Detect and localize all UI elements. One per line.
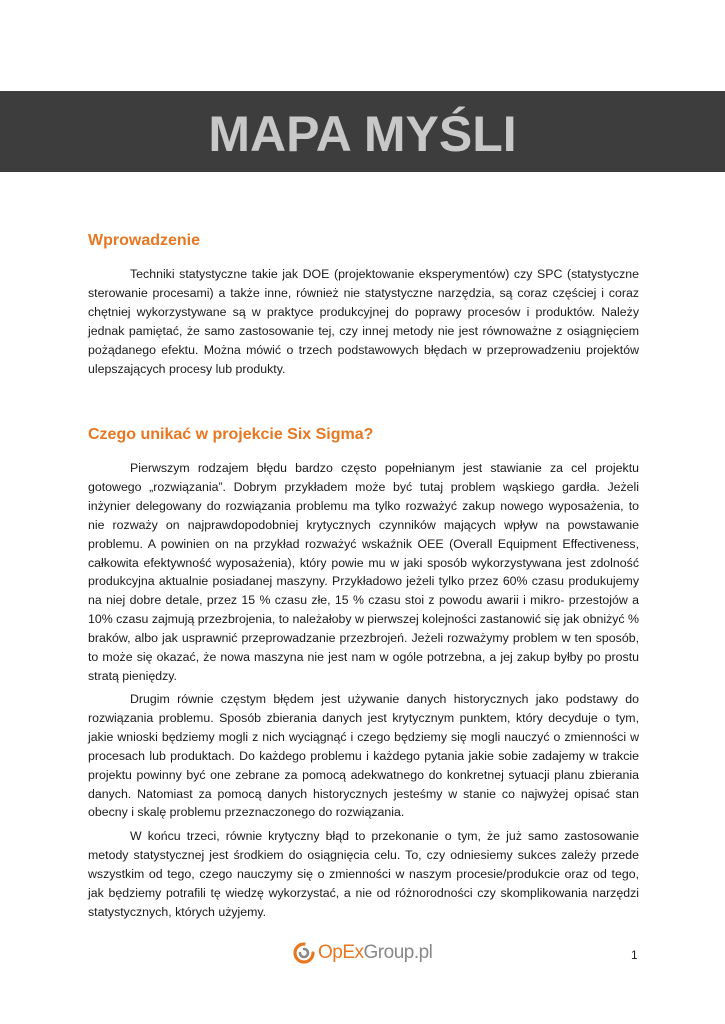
title-banner [0, 91, 725, 172]
logo-domain: Group.pl [363, 942, 433, 963]
logo-swirl-icon [292, 941, 316, 965]
logo-brand: OpEx [318, 942, 364, 963]
section-heading-intro: Wprowadzenie [88, 232, 201, 249]
section-heading-six-sigma: Czego unikać w projekcie Six Sigma? [88, 426, 374, 443]
paragraph-intro: Techniki statystyczne takie jak DOE (projektowanie eksperymentów) czy SPC (statystyczne sterowanie procesami) a także inne, również nie statystyczne narzędzia, są coraz częściej i coraz chętniej wykorzystywane są w praktyce produkcyjnej do poprawy procesów i produktów. Należy jednak pamiętać, że samo zastosowanie tej, czy innej metody nie jest równoważne z osiągnięciem pożądanego efektu. Można mówić o trzech podstawowych błędach w przeprowadzeniu projektów ulepszających procesy lub produkty. [88, 267, 639, 376]
company-logo [292, 940, 432, 966]
logo-text [318, 942, 432, 964]
paragraph-second-error: Drugim równie częstym błędem jest używanie danych historycznych jako podstawy do rozwiązania problemu. Sposób zbierania danych jest krytycznym punktem, który decyduje o tym, jakie wnioski będziemy mogli z nich wyciągnąć i czego będziemy się mogli nauczyć o zmienności w procesach lub produktach. Do każdego problemu i każdego pytania jakie sobie zadajemy w trakcie projektu powinny być one zebrane za pomocą adekwatnego do konkretnej sytuacji planu zbierania danych. Natomiast za pomocą danych historycznych jesteśmy w stanie co najwyżej opisać stan obecny i skalę problemu przeznaczonego do rozwiązania. [88, 692, 639, 820]
page-number: 1 [631, 948, 638, 962]
page-title: MAPA MYŚLI [208, 105, 517, 162]
paragraph-third-error: W końcu trzeci, równie krytyczny błąd to przekonanie o tym, że już samo zastosowanie metody statystycznej jest środkiem do osiągnięcia celu. To, czy odniesiemy sukces zależy przede wszystkim od tego, czego nauczymy się o zmienności w naszym procesie/produkcie oraz od tego, jak będziemy potrafili tę wiedzę wykorzystać, a nie od różnorodności czy skomplikowania narzędzi statystycznych, których użyjemy. [88, 829, 639, 919]
paragraph-first-error: Pierwszym rodzajem błędu bardzo często popełnianym jest stawianie za cel projektu gotowego „rozwiązania”. Dobrym przykładem może być tutaj problem wąskiego gardła. Jeżeli inżynier delegowany do rozwiązania problemu ma tylko rozważyć zakup nowego wyposażenia, to nie rozważy on najprawdopodobniej krytycznych czynników mających wpływ na powstawanie problemu. A powinien on na przykład rozważyć wskaźnik OEE (Overall Equipment Effectiveness, całkowita efektywność wyposażenia), który powie mu w jaki sposób wykorzystywana jest zdolność produkcyjna aktualnie posiadanej maszyny. Przykładowo jeżeli tylko przez 60% czasu produkujemy na niej dobre detale, przez 15 % czasu złe, 15 % czasu stoi z powodu awarii i mikro- przestojów a 10% czasu zajmują przezbrojenia, to należałoby w pierwszej kolejności zastanowić się jak obniżyć % braków, albo jak usprawnić przeprowadzanie przezbrojeń. Jeżeli rozważymy problem w ten sposób, to może się okazać, że nowa maszyna nie jest nam w ogóle potrzebna, a jej zakup byłby po prostu stratą pieniędzy. [88, 461, 639, 683]
